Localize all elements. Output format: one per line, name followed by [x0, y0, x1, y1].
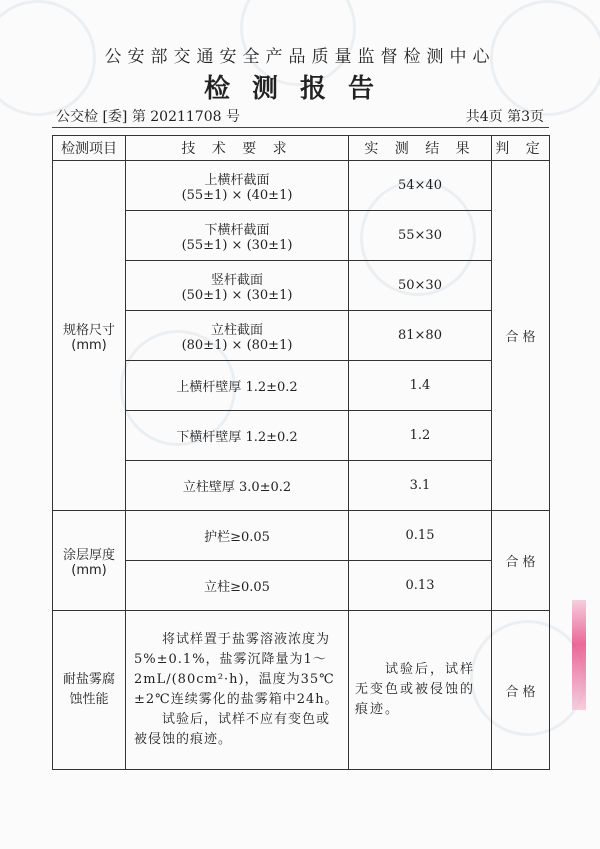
requirement-text: 竖杆截面 — [210, 272, 263, 288]
result-value: 81×80 — [398, 328, 442, 343]
table-row — [53, 411, 550, 461]
divider — [52, 127, 549, 128]
result-value: 54×40 — [398, 178, 442, 193]
requirement-text: 将试样置于盐雾溶液浓度为5%±0.1%，盐雾沉降量为1～2mL/(80cm²·h)，温度为35℃±2℃连续雾化的盐雾箱中24h。 — [134, 632, 339, 707]
result-value: 3.1 — [409, 478, 431, 493]
table-row — [53, 611, 550, 770]
verdict-cell — [492, 611, 550, 770]
item-unit: (mm) — [71, 562, 107, 578]
verdict: 合 格 — [505, 555, 536, 570]
requirement-text-2: (55±1) × (30±1) — [181, 237, 293, 253]
result-cell — [349, 261, 492, 311]
item-cell — [53, 511, 126, 611]
requirement-text: 护栏≥0.05 — [204, 530, 270, 545]
table-row — [53, 511, 550, 561]
result-value: 0.15 — [405, 528, 435, 543]
requirement-text-2: 试验后，试样不应有变色或被侵蚀的痕迹。 — [134, 712, 331, 747]
col-header: 判 定 — [492, 136, 550, 161]
item-name: 耐盐雾腐蚀性能 — [62, 672, 115, 707]
table-row — [53, 361, 550, 411]
item-unit: (mm) — [71, 337, 107, 353]
organization-name: 公安部交通安全产品质量监督检测中心 — [104, 47, 496, 67]
requirement-cell — [126, 511, 349, 561]
requirement-text-2: (55±1) × (40±1) — [181, 187, 293, 203]
table-row — [53, 211, 550, 261]
table-row — [53, 261, 550, 311]
requirement-text: 上横杆壁厚 1.2±0.2 — [176, 380, 298, 395]
result-value: 55×30 — [398, 228, 442, 243]
result-cell — [349, 411, 492, 461]
requirement-text: 立柱壁厚 3.0±0.2 — [182, 480, 292, 495]
result-value: 0.13 — [405, 578, 435, 593]
table-header — [53, 136, 550, 161]
table-row — [53, 561, 550, 611]
requirement-cell — [126, 361, 349, 411]
verdict-cell — [492, 161, 550, 511]
result-value: 50×30 — [398, 278, 442, 293]
verdict-cell — [492, 511, 550, 611]
result-cell — [349, 461, 492, 511]
requirement-cell — [126, 411, 349, 461]
report-title: 检测报告 — [203, 74, 396, 104]
requirement-cell — [126, 161, 349, 211]
report-number: 公交检 [委] 第 20211708 号 — [56, 109, 240, 125]
table-row — [53, 161, 550, 211]
result-value: 1.4 — [409, 378, 431, 393]
requirement-cell — [126, 311, 349, 361]
result-cell — [349, 361, 492, 411]
requirement-text-2: (80±1) × (80±1) — [181, 337, 293, 353]
page-info: 共4页 第3页 — [465, 109, 544, 125]
verdict: 合 格 — [505, 684, 536, 700]
requirement-cell — [126, 211, 349, 261]
requirement-text: 立柱截面 — [210, 322, 263, 338]
item-cell — [53, 161, 126, 511]
result-value: 试验后，试样无变色或被侵蚀的痕迹。 — [355, 662, 476, 717]
requirement-cell — [126, 261, 349, 311]
col-header: 技 术 要 求 — [126, 136, 349, 161]
requirement-text: 立柱≥0.05 — [204, 580, 270, 595]
table-row — [53, 311, 550, 361]
result-cell — [349, 611, 492, 770]
requirement-cell — [126, 561, 349, 611]
item-name: 规格尺寸 — [62, 322, 115, 338]
result-cell — [349, 511, 492, 561]
item-cell — [53, 611, 126, 770]
result-cell — [349, 561, 492, 611]
result-cell — [349, 161, 492, 211]
seal-stamp — [572, 600, 586, 710]
result-cell — [349, 311, 492, 361]
col-header: 实 测 结 果 — [349, 136, 492, 161]
col-header: 检测项目 — [53, 136, 126, 161]
requirement-cell — [126, 461, 349, 511]
requirement-text: 下横杆壁厚 1.2±0.2 — [176, 430, 298, 445]
results-table — [52, 135, 550, 770]
requirement-cell — [126, 611, 349, 770]
verdict: 合 格 — [505, 330, 536, 345]
requirement-text-2: (50±1) × (30±1) — [181, 287, 293, 303]
item-name: 涂层厚度 — [62, 547, 115, 563]
result-cell — [349, 211, 492, 261]
requirement-text: 上横杆截面 — [204, 172, 270, 188]
requirement-text: 下横杆截面 — [204, 222, 270, 238]
result-value: 1.2 — [409, 428, 431, 443]
table-row — [53, 461, 550, 511]
